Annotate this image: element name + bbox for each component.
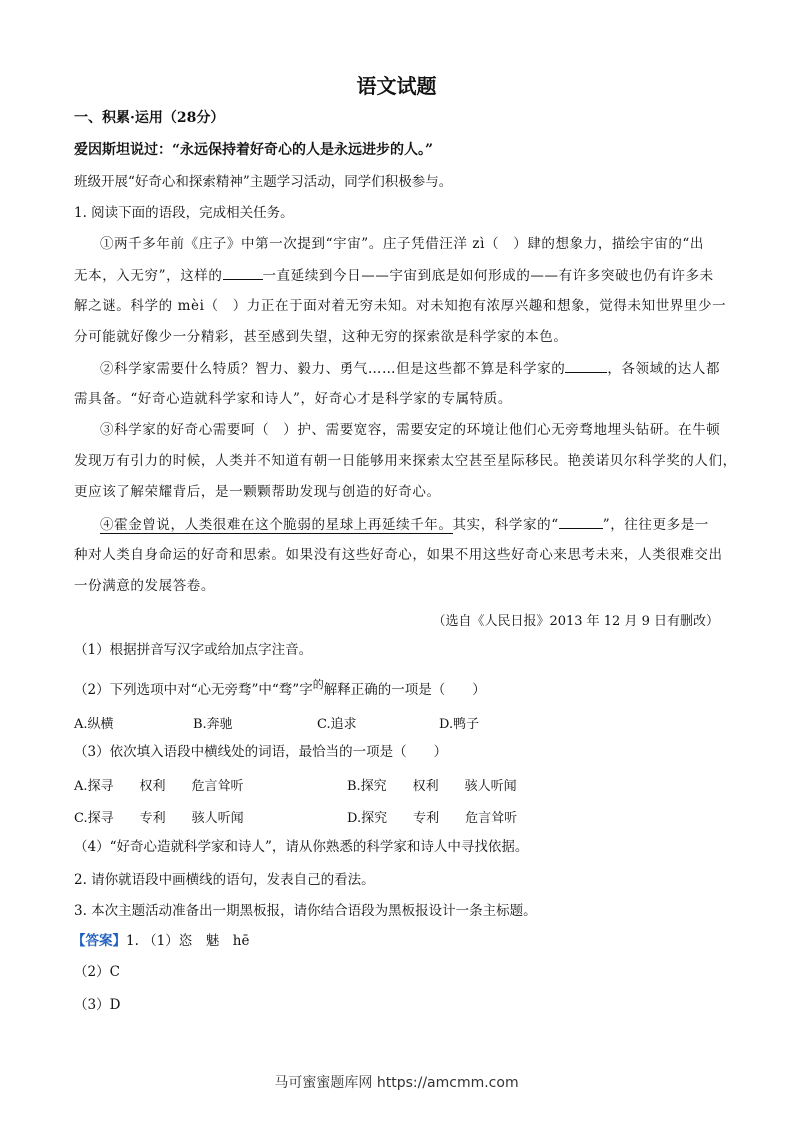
para1-line3: 解之谜。科学的 mèi（ ）力正在于面对着无穷未知。对未知抱有浓厚兴趣和想象，觉得未知世界里少一 <box>74 298 727 314</box>
subquestion-2: （2）下列选项中对“心无旁骛”中“骛”字$^的$解释正确的一项是（ ） <box>74 678 486 698</box>
answer-line-1: 【答案】1. （1）恣 魅 hē <box>72 933 250 949</box>
sub3-option-c: C.探寻 专利 骇人听闻 <box>74 811 244 826</box>
question-2: 2. 请你就语段中画横线的语句，发表自己的看法。 <box>74 872 375 888</box>
question-1: 1. 阅读下面的语段，完成相关任务。 <box>74 205 294 221</box>
sub2-option-b: B.奔驰 <box>193 717 233 732</box>
answer-line-2: （2）C <box>74 964 120 980</box>
subquestion-1: （1）根据拼音写汉字或给加点字注音。 <box>74 642 313 658</box>
para3-line3: 更应该了解荣耀背后，是一颗颗帮助发现与创造的好奇心。 <box>74 484 441 500</box>
sub3-option-d: D.探究 专利 危言耸听 <box>347 811 518 826</box>
subquestion-4: （4）“好奇心造就科学家和诗人”，请从你熟悉的科学家和诗人中寻找依据。 <box>74 839 529 855</box>
answer-line-3: （3）D <box>74 997 121 1013</box>
para4-line1: ④霍金曾说，人类很难在这个脆弱的星球上再延续千年。其实，科学家的“ ”，往往更多是一 <box>100 514 709 535</box>
blank-3 <box>559 514 603 529</box>
para3-line1: ③科学家的好奇心需要呵（ ）护、需要宽容，需要安定的环境让他们心无旁骛地埋头钻研。在牛顿 <box>100 422 721 438</box>
para2-line2: 需具备。“好奇心造就科学家和诗人”，好奇心才是科学家的专属特质。 <box>74 391 513 407</box>
footer-watermark: 马可蜜蜜题库网 https://amcmm.com <box>274 1075 519 1091</box>
subquestion-3: （3）依次填入语段中横线处的词语，最恰当的一项是（ ） <box>74 744 448 760</box>
question-3: 3. 本次主题活动准备出一期黑板报，请你结合语段为黑板报设计一条主标题。 <box>74 903 537 919</box>
sub2-option-d: D.鸭子 <box>439 717 480 732</box>
sub3-option-a: A.探寻 权利 危言耸听 <box>74 779 244 794</box>
para4-line3: 一份满意的发展答卷。 <box>74 578 215 594</box>
blank-2 <box>565 358 607 373</box>
quote-line: 爱因斯坦说过：“永远保持着好奇心的人是永远进步的人。” <box>74 142 434 158</box>
page-title: 语文试题 <box>356 74 437 98</box>
sub2-option-c: C.追求 <box>317 717 357 732</box>
source-citation: （选自《人民日报》2013 年 12 月 9 日有删改） <box>432 614 719 629</box>
sub3-option-b: B.探究 权利 骇人听闻 <box>347 779 517 794</box>
section-heading: 一、积累·运用（28分） <box>74 110 225 126</box>
sub2-option-a: A.纵横 <box>74 717 114 732</box>
para1-line2: 无本，入无穷”，这样的 一直延续到今日——宇宙到底是如何形成的——有许多突破也仍有许多未 <box>74 265 714 286</box>
blank-1 <box>223 265 263 280</box>
intro-line: 班级开展“好奇心和探索精神”主题学习活动，同学们积极参与。 <box>74 174 453 190</box>
underlined-sentence: ④霍金曾说，人类很难在这个脆弱的星球上再延续千年。 <box>100 517 453 533</box>
para1-line4: 分可能就好像少一分精彩，甚至感到失望，这种无穷的探索欲是科学家的本色。 <box>74 329 568 345</box>
para4-line2: 种对人类自身命运的好奇和思索。如果没有这些好奇心，如果不用这些好奇心来思考未来，人类很难交出 <box>74 547 723 563</box>
para1-line1: ①两千多年前《庄子》中第一次提到“宇宙”。庄子凭借汪洋 zì（ ）肆的想象力，描绘宇宙的“出 <box>100 236 705 252</box>
para2-line1: ②科学家需要什么特质？智力、毅力、勇气……但是这些都不算是科学家的 ，各领域的达人都 <box>100 358 720 379</box>
para3-line2: 发现万有引力的时候，人类并不知道有朝一日能够用来探索太空甚至星际移民。艳羡诺贝尔科学奖的人们， <box>74 453 737 469</box>
answer-tag: 【答案】 <box>72 933 126 949</box>
